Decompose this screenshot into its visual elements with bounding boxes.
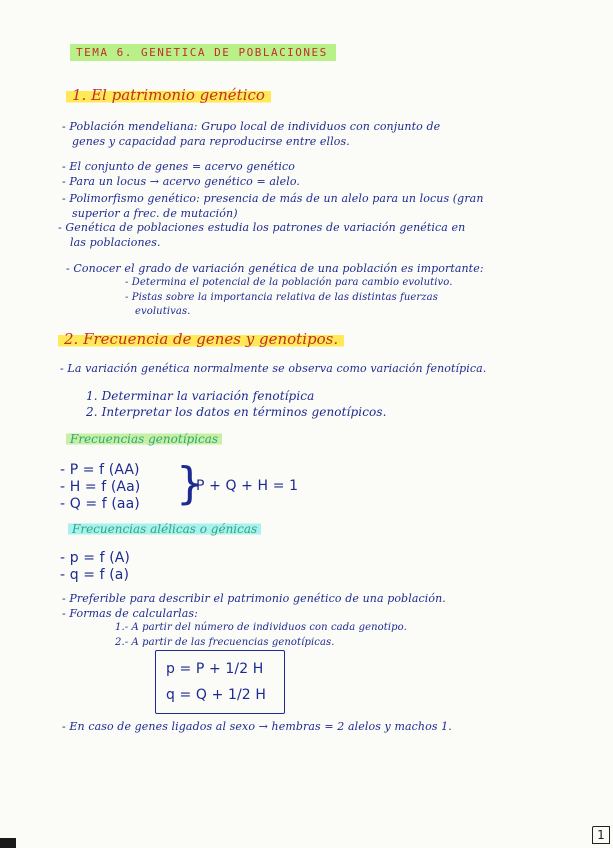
genotype-sum: P + Q + H = 1 (196, 478, 299, 494)
page-number: 1 (592, 826, 610, 844)
text-line: - Formas de calcularlas: (62, 607, 198, 620)
section-heading-1: 1. El patrimonio genético (66, 86, 271, 104)
text-line: 2.- A partir de las frecuencias genotípicas. (115, 637, 335, 648)
text-line: - Para un locus → acervo genético = alelo. (62, 175, 301, 188)
text-line: superior a frec. de mutación) (72, 207, 238, 220)
text-line: genes y capacidad para reproducirse entre ellos. (72, 135, 350, 148)
text-line: - El conjunto de genes = acervo genético (62, 160, 295, 173)
text-line: - Conocer el grado de variación genética de una población es importante: (66, 262, 484, 275)
text-line: - En caso de genes ligados al sexo → hembras = 2 alelos y machos 1. (62, 720, 452, 733)
text-line: - Polimorfismo genético: presencia de más de un alelo para un locus (gran (62, 192, 484, 205)
corner-mark (0, 838, 16, 848)
text-line: evolutivas. (135, 306, 191, 317)
section-heading-2: 2. Frecuencia de genes y genotipos. (58, 330, 344, 348)
formula-box (155, 650, 285, 714)
allele-item: - p = f (A) (60, 550, 130, 566)
text-line: 1.- A partir del número de individuos con cada genotipo. (115, 622, 407, 633)
text-line: - Pistas sobre la importancia relativa de las distintas fuerzas (125, 292, 438, 303)
page-title: TEMA 6. GENETICA DE POBLACIONES (70, 44, 336, 61)
genotype-item: - H = f (Aa) (60, 479, 141, 495)
step-item: 1. Determinar la variación fenotípica (86, 389, 315, 403)
formula-q: q = Q + 1/2 H (166, 687, 266, 703)
text-line: - Población mendeliana: Grupo local de individuos con conjunto de (62, 120, 441, 133)
text-line: - Determina el potencial de la población para cambio evolutivo. (125, 277, 453, 288)
text-line: - La variación genética normalmente se observa como variación fenotípica. (60, 362, 487, 375)
subheading-allelic: Frecuencias alélicas o génicas (68, 522, 261, 536)
text-line: - Genética de poblaciones estudia los patrones de variación genética en (58, 221, 466, 234)
text-line: las poblaciones. (70, 236, 161, 249)
subheading-genotypic: Frecuencias genotípicas (66, 432, 222, 446)
allele-item: - q = f (a) (60, 567, 130, 583)
step-item: 2. Interpretar los datos en términos genotípicos. (86, 405, 387, 419)
genotype-item: - Q = f (aa) (60, 496, 140, 512)
genotype-item: - P = f (AA) (60, 462, 140, 478)
formula-p: p = P + 1/2 H (166, 661, 264, 677)
brace-symbol: } (176, 458, 204, 509)
text-line: - Preferible para describir el patrimonio genético de una población. (62, 592, 446, 605)
